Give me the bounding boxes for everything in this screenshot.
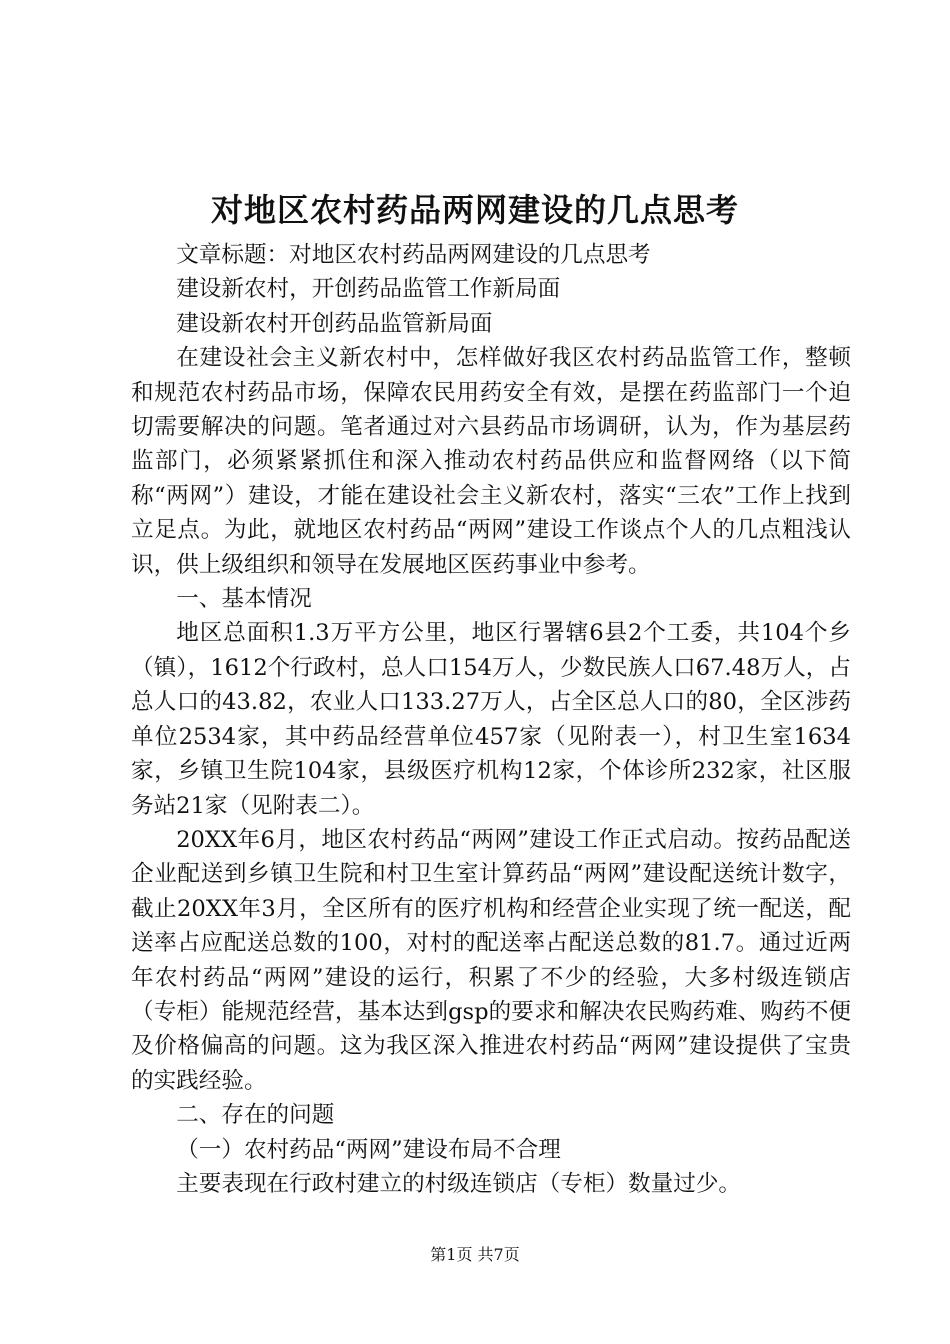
section-heading-basic-situation: 一、基本情况 [176,586,312,613]
section-heading-problems: 二、存在的问题 [176,1102,335,1129]
two-networks-launch-paragraph: 20XX年6月，地区农村药品“两网”建设工作正式启动。按药品配送企业配送到乡镇卫生院和村卫生室计算药品“两网”建设配送统计数字，截止20XX年3月，全区所有的医疗机构和经营企业实现了统一配送，配送率占应配送总数的100，对村的配送率占配送总数的81.7。通过近两年农村药品“两网”建设的运行，积累了不少的经验，大多村级连锁店（专柜）能规范经营，基本达到gsp的要求和解决农民购药难、购药不便及价格偏高的问题。这为我区深入推进农村药品“两网”建设提供了宝贵的实践经验。 [131,826,851,1094]
page-footer: 第1页 共7页 [430,1245,520,1264]
article-title-line: 文章标题：对地区农村药品两网建设的几点思考 [176,242,651,268]
basic-situation-paragraph: 地区总面积1.3万平方公里，地区行署辖6县2个工委，共104个乡（镇），1612个行政村，总人口154万人，少数民族人口67.48万人，占总人口的43.82，农业人口133.27万人，占全区总人口的80，全区涉药单位2534家，其中药品经营单位457家（见附表一），村卫生室1634家，乡镇卫生院104家，县级医疗机构12家，个体诊所232家，社区服务站21家（见附表二）。 [131,620,851,819]
subtitle-line-1: 建设新农村，开创药品监管工作新局面 [176,276,561,303]
layout-problem-paragraph: 主要表现在行政村建立的村级连锁店（专柜）数量过少。 [176,1170,742,1197]
subsection-heading-layout: （一）农村药品“两网”建设布局不合理 [176,1136,561,1163]
document-body [131,238,851,1201]
intro-paragraph: 在建设社会主义新农村中，怎样做好我区农村药品监管工作，整顿和规范农村药品市场，保障农民用药安全有效，是摆在药监部门一个迫切需要解决的问题。笔者通过对六县药品市场调研，认为，作为基层药监部门，必须紧紧抓住和深入推动农村药品供应和监督网络（以下简称“两网”）建设，才能在建设社会主义新农村，落实“三农”工作上找到立足点。为此，就地区农村药品“两网”建设工作谈点个人的几点粗浅认识，供上级组织和领导在发展地区医药事业中参考。 [131,345,851,578]
document-title: 对地区农村药品两网建设的几点思考 [210,191,739,229]
subtitle-line-2: 建设新农村开创药品监管新局面 [176,310,493,337]
